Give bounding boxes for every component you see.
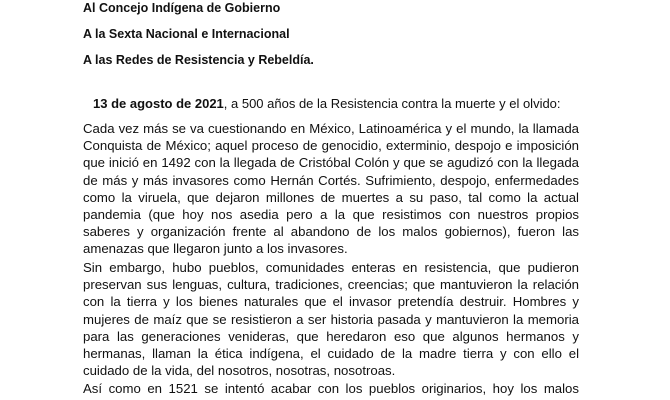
paragraph-line: para las generaciones venideras, que heredaron eso que algunos hermanos y <box>83 328 579 344</box>
body-paragraph-1 <box>83 120 579 258</box>
paragraph-line: mujeres de maíz que se resistieron a ser historia pasada y mantuvieron la memoria <box>83 311 579 327</box>
paragraph-line: Sin embargo, hubo pueblos, comunidades enteras en resistencia, que pudieron <box>83 260 579 275</box>
addressee-redes: A las Redes de Resistencia y Rebeldía. <box>83 53 314 67</box>
addressee-concejo: Al Concejo Indígena de Gobierno <box>83 1 281 15</box>
paragraph-line: Conquista de México; aquel proceso de genocidio, exterminio, despojo e imposición <box>83 138 579 154</box>
paragraph-line: con la tierra y los bienes naturales que el invasor pretendía destruir. Hombres y <box>83 294 579 310</box>
paragraph-line: Así como en 1521 se intentó acabar con los pueblos originarios, hoy los malos <box>83 381 579 396</box>
paragraph-line: cuidado de la vida, del nosotros, nosotras, nosotroas. <box>83 363 396 379</box>
body-paragraph-3 <box>83 380 579 397</box>
paragraph-line: como la viruela, que dejaron millones de muertes a su paso, tal como la actual <box>83 189 579 205</box>
paragraph-line: pandemia (que hoy nos asedia pero a la que resistimos con nuestros propios <box>83 206 579 222</box>
dateline <box>93 96 561 112</box>
paragraph-line: saberes y organización frente al abandono de los malos gobiernos), fueron las <box>83 224 579 240</box>
letter-date: 13 de agosto de 2021 <box>93 96 224 111</box>
paragraph-line: que inició en 1492 con la llegada de Cristóbal Colón y que se agudizó con la llegada <box>83 155 579 171</box>
paragraph-line: Cada vez más se va cuestionando en México, Latinoamérica y el mundo, la llamada <box>83 121 579 136</box>
paragraph-line: amenazas que llegaron junto a los invasores. <box>83 241 348 257</box>
paragraph-line: hermanas, llaman la ética indígena, el cuidado de la madre tierra y con ello el <box>83 345 579 361</box>
paragraph-line: de más y más invasores como Hernán Cortés. Sufrimiento, despojo, enfermedades <box>83 172 579 188</box>
paragraph-line: preservan sus lenguas, cultura, tradiciones, creencias; que mantuvieron la relación <box>83 277 579 293</box>
body-paragraph-2 <box>83 259 579 379</box>
dateline-text: , a 500 años de la Resistencia contra la muerte y el olvido: <box>223 96 561 111</box>
addressee-sexta: A la Sexta Nacional e Internacional <box>83 27 290 41</box>
